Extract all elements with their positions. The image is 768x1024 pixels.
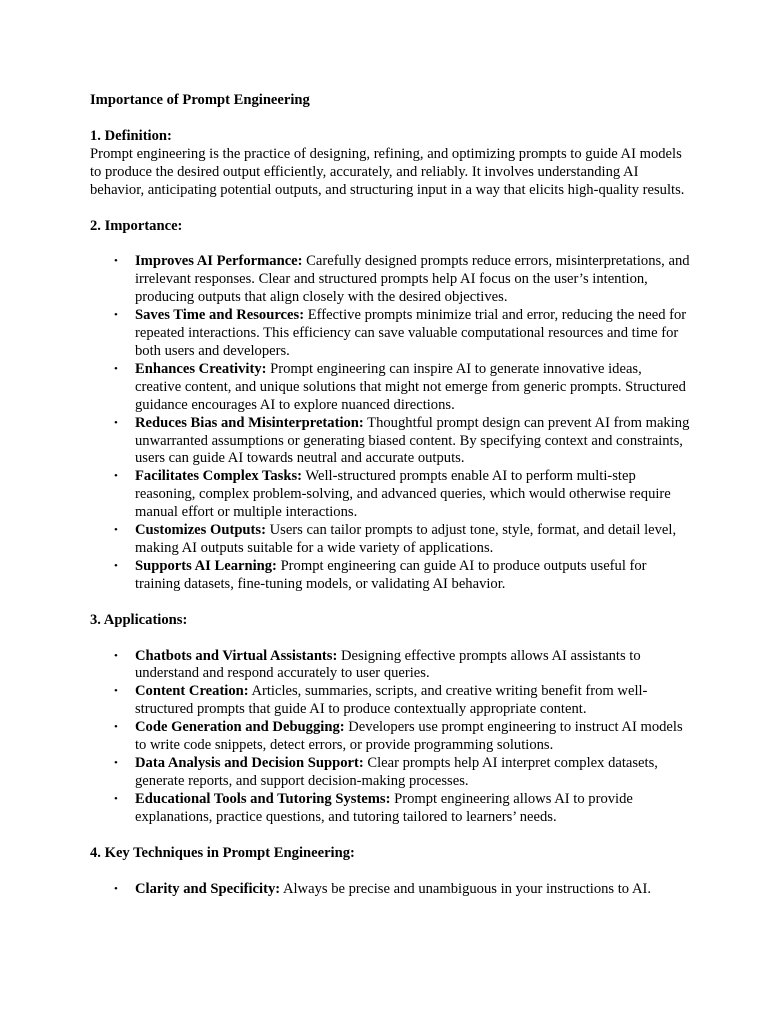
list-item (90, 648, 690, 684)
item-text: Developers use prompt engineering to instruct AI models to write code snippets, detect errors, or provide programming solutions. (135, 719, 683, 754)
item-term: Facilitates Complex Tasks: (135, 468, 303, 485)
section-heading-key-techniques: 4. Key Techniques in Prompt Engineering: (90, 844, 355, 861)
item-term: Improves AI Performance: (135, 253, 303, 270)
bullet-icon: • (114, 470, 118, 483)
item-text: Always be precise and unambiguous in your instructions to AI. (280, 880, 651, 897)
list-item (90, 253, 690, 307)
section-heading-importance: 2. Importance: (90, 217, 183, 234)
bullet-icon: • (114, 309, 118, 322)
document-title: Importance of Prompt Engineering (90, 92, 310, 108)
item-text: Well-structured prompts enable AI to perform multi-step reasoning, complex problem-solving, and advanced queries, which would otherwise require manual effort or multiple interactions. (135, 468, 671, 521)
techniques-list (90, 881, 690, 899)
item-text: Prompt engineering allows AI to provide explanations, practice questions, and tutoring tailored to learners’ needs. (135, 790, 633, 825)
item-text: Thoughtful prompt design can prevent AI from making unwarranted assumptions or generating biased content. By specifying context and constraints, users can guide AI towards neutral and accurate outputs. (135, 414, 690, 467)
item-term: Educational Tools and Tutoring Systems: (135, 790, 391, 807)
applications-list (90, 648, 690, 827)
item-term: Customizes Outputs: (135, 522, 266, 539)
list-item (90, 522, 690, 558)
list-item (90, 415, 690, 469)
bullet-icon: • (114, 524, 118, 537)
list-item (90, 755, 690, 791)
item-term: Content Creation: (135, 683, 249, 700)
document-body (90, 92, 690, 916)
importance-list (90, 253, 690, 593)
list-item (90, 361, 690, 415)
item-term: Chatbots and Virtual Assistants: (135, 647, 338, 664)
section-heading-applications: 3. Applications: (90, 611, 188, 628)
list-item (90, 683, 690, 719)
item-text: Prompt engineering can inspire AI to generate innovative ideas, creative content, and unique solutions that might not emerge from generic prompts. Structured guidance encourages AI to explore nuanced directions. (135, 360, 686, 413)
bullet-icon: • (114, 362, 118, 375)
bullet-icon: • (114, 721, 118, 734)
item-text: Articles, summaries, scripts, and creative writing benefit from well-structured prompts that guide AI to produce contextually appropriate content. (135, 683, 648, 718)
bullet-icon: • (114, 685, 118, 698)
spacer (90, 235, 690, 253)
item-term: Reduces Bias and Misinterpretation: (135, 414, 364, 431)
bullet-icon: • (114, 416, 118, 429)
list-item (90, 881, 690, 899)
item-term: Supports AI Learning: (135, 557, 277, 574)
bullet-icon: • (114, 757, 118, 769)
list-item (90, 468, 690, 522)
spacer (90, 630, 690, 648)
bullet-icon: • (114, 255, 118, 268)
item-text: Users can tailor prompts to adjust tone, style, format, and detail level, making AI outputs suitable for a wide variety of applications. (135, 522, 677, 556)
list-item (90, 791, 690, 827)
item-text: Carefully designed prompts reduce errors, misinterpretations, and irrelevant responses. Clear and structured prompts help AI focus on the user’s intention, producing outputs that align closely with the desired objectives. (135, 253, 690, 306)
item-text: Designing effective prompts allows AI assistants to understand and respond accurately to user queries. (135, 647, 641, 682)
bullet-icon: • (114, 882, 118, 895)
item-text: Prompt engineering can guide AI to produce outputs useful for training datasets, fine-tuning models, or validating AI behavior. (135, 557, 647, 592)
list-item (90, 719, 690, 755)
bullet-icon: • (114, 792, 118, 805)
item-term: Data Analysis and Decision Support: (135, 755, 364, 771)
section-heading-definition: 1. Definition: (90, 127, 172, 144)
item-term: Code Generation and Debugging: (135, 719, 345, 736)
definition-paragraph: Prompt engineering is the practice of designing, refining, and optimizing prompts to guide AI models to produce the desired output efficiently, accurately, and reliably. It involves understanding AI behavior, anticipating potential outputs, and structuring input in a way that elicits high-quality results. (90, 145, 685, 198)
spacer (90, 863, 690, 881)
item-text: Effective prompts minimize trial and error, reducing the need for repeated interactions. This efficiency can save valuable computational resources and time for both users and developers. (135, 307, 687, 359)
bullet-icon: • (114, 559, 118, 572)
list-item (90, 307, 690, 361)
item-term: Enhances Creativity: (135, 360, 267, 377)
item-term: Clarity and Specificity: (135, 880, 281, 897)
bullet-icon: • (114, 649, 118, 662)
item-term: Saves Time and Resources: (135, 307, 305, 324)
item-text: Clear prompts help AI interpret complex datasets, generate reports, and support decision-making processes. (135, 755, 658, 789)
list-item (90, 558, 690, 594)
